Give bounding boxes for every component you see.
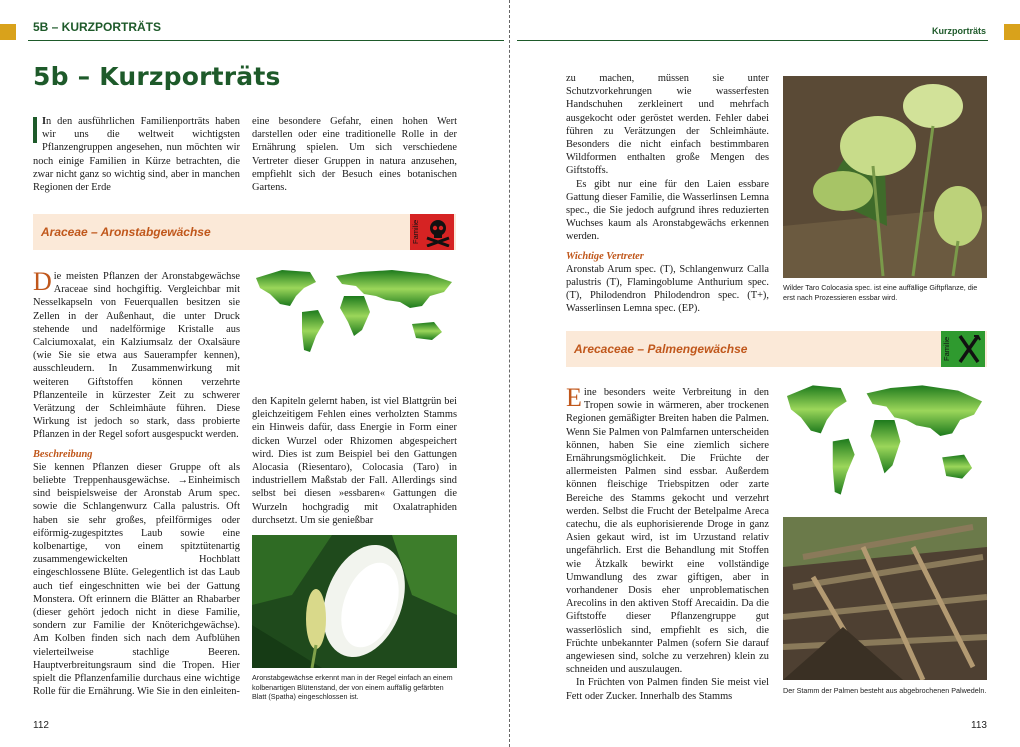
spine-divider bbox=[509, 0, 510, 747]
dropcap-bar bbox=[33, 117, 37, 143]
araceae-intro-text: ie meisten Pflanzen der Aronstabgewächse Araceae sind hochgiftig. Vergleichbar mit Nesselkapseln von Feuerquallen besitzen sie Zellen in der Außenhaut, die unter Druck stehende und nadelförmige Kristalle aus Calciumoxalat, ein Kalziumsalz der Oxalsäure (wie Sie sie etwa aus Sauerampfer kennen), ausschleudern. In Zusammenwirkung mit weiteren Giftstoffen können verzehrte Pflanzenteile in kürzester Zeit zu schwerer Verätzung der Schleimhäute führen. Diese Wirkung ist jedoch so stark, dass probierte Pflanzen in der Regel sofort ausgespuckt werden. bbox=[33, 271, 240, 441]
caption-colocasia: Wilder Taro Colocasia spec. ist eine auffällige Giftpflanze, die erst nach Prozessieren essbar wird. bbox=[783, 283, 978, 302]
fork-knife-icon bbox=[954, 334, 984, 364]
wasserlinsen-text: Es gibt nur eine für den Laien essbare Gattung dieser Familie, die Wasserlinsen Lemna spec., die Sie jedoch aufgrund ihres reduzierten Wuchses kaum als Aronstabgewächs erkennen werden. bbox=[566, 178, 769, 243]
caption-palm: Der Stamm der Palmen besteht aus abgebrochenen Palwedeln. bbox=[783, 686, 987, 695]
dropcap-d: D bbox=[33, 267, 52, 296]
section-heading-araceae: Araceae – Aronstabgewächse bbox=[41, 225, 211, 239]
subhead-vertreter: Wichtige Vertreter bbox=[566, 250, 644, 262]
badge-label: Familie bbox=[411, 219, 420, 245]
section-band-araceae bbox=[33, 214, 456, 250]
body-column-1 bbox=[33, 267, 240, 699]
page-number-right: 113 bbox=[971, 720, 987, 731]
photo-palm-trunk bbox=[783, 517, 987, 680]
family-badge-toxic bbox=[410, 214, 454, 250]
badge-label-edible: Familie bbox=[942, 336, 951, 362]
vertreter-text: Aronstab Arum spec. (T), Schlangenwurz Calla palustris (T), Flamingoblume Anthurium spec. (T), Philodendron Philodendron spec. (T+), Wasserlinsen Lemna spec. (EP). bbox=[566, 263, 769, 315]
arecaceae-column bbox=[566, 383, 769, 703]
palmen-text: ine besonders weite Verbreitung in den Tropen sowie in wärmeren, aber trockenen Regionen gemäßigter Breiten haben die Palmen. Wenn Sie Palmen von Palmfarnen unterscheiden können, haben Sie eine ziemlich sichere Ernährungsmöglichkeit. Die Früchte der allermeisten Palmen sind essbar. Außerdem können fleischige Triebspitzen oder zarte Bereiche des Stamms gekocht und verzehrt werden. Selbst die Frucht der Betelpalme Areca catechu, die als euphorisierende Droge in ganz Asien gekaut wird, ist im Urzustand relativ ungefährlich. Erst die Behandlung mit Stoffen wie Ätzkalk bewirkt eine vollständige Umwandlung des zwar giftigen, aber in vorhandener Dosis eher unproblematischen Arecolins in den aktiven Stoff Arecaidin. Da die Giftstoffe dieser Pflanzengruppe gut wasserlöslich sind, empfiehlt es sich, die Früchte unbekannter Palmen (sofern Sie darauf angewiesen sind, solche zu verzehren) klein zu schneiden und auszulaugen. bbox=[566, 387, 769, 676]
world-map-araceae bbox=[252, 266, 457, 356]
beschreibung-text: Sie kennen Pflanzen dieser Gruppe oft als beliebte Treppenhausgewächse. →Einheimisch sind beispielsweise der Aronstab Arum spec. sowie die Schlangenwurz Calla palustris. Oft haben sie sehr großes, pfeilförmiges oder eiförmig-zugespitztes Laub sowie eine kolbenartige, von einem spitztütenartig zusammengewickelten Hochblatt eingeschlossene Blüte. Gelegentlich ist das Laub auch tief eingeschnitten wie bei der Gattung Monstera. Oft erinnern die Blätter an Rhabarber (dieser gehört jedoch nicht in diese Familie, sondern zur Familie der Knöterichgewächse). Am Kolben finden sich nach dem Aufblühen vielerteilweise stachlige Beeren. Hauptverbreitungsraum sind die Tropen. Hier spielt die Pflanzenfamilie durchaus eine wichtige Rolle für die Ernährung. Wie Sie in den einleiten- bbox=[33, 461, 240, 698]
palm-photo bbox=[783, 517, 987, 680]
section-band-arecaceae bbox=[566, 331, 987, 367]
skull-icon bbox=[423, 217, 453, 247]
photo-araceae-flower bbox=[252, 535, 457, 668]
thumb-tab-right bbox=[1004, 24, 1020, 40]
intro-column-1 bbox=[33, 115, 240, 194]
thumb-tab-left bbox=[0, 24, 16, 40]
left-page bbox=[0, 0, 509, 747]
kapiteln-text: den Kapiteln gelernt haben, ist viel Blattgrün bei gleichzeitigem Fehlen eines verholzten Stamms ein Hinweis dafür, dass Energie in Form einer dicken Wurzel oder Rhizomen abgespeichert wird. Dies ist zum Beispiel bei den Gattungen Alocasia (Riesentaro), Colocasia (Taro) in industriellem Maßstab der Fall. Allerdings sind selbst bei diesen »essbaren« Gattungen die Wurzeln hochgradig mit Oxalatraphiden durchsetzt. Um sie genießbar bbox=[252, 396, 457, 526]
photo-colocasia bbox=[783, 76, 987, 278]
intro-text-1: n den ausführlichen Familienporträts haben wir uns die weltweit wichtigsten Pflanzengruppen angesehen, nun möchten wir noch einige Familien in Kürze betrachten, die zwar nicht ganz so wichtig sind, aber in manchen Regionen der Erde bbox=[33, 116, 240, 194]
head-rule-left bbox=[28, 40, 504, 41]
subhead-beschreibung: Beschreibung bbox=[33, 448, 93, 460]
intro-column-2 bbox=[252, 115, 457, 194]
right-column-1 bbox=[566, 72, 769, 316]
intro-dropcap: I bbox=[42, 116, 47, 127]
dropcap-e: E bbox=[566, 383, 582, 412]
intro-text-2: eine besondere Gefahr, einen hohen Wert darstellen oder eine traditionelle Rolle in der Ernährung spielen. Um sich verschiedene Vertreter dieser Gruppen in natura anzusehen, empfiehlt sich der Besuch eines botanischen Gartens. bbox=[252, 116, 457, 194]
taro-photo bbox=[783, 76, 987, 278]
page-number-left: 112 bbox=[33, 720, 49, 731]
body-column-2 bbox=[252, 395, 457, 527]
anthurium-photo bbox=[252, 535, 457, 668]
head-rule-right bbox=[517, 40, 988, 41]
page-title: 5b – Kurzporträts bbox=[33, 62, 281, 91]
caption-araceae: Aronstabgewächse erkennt man in der Regel einfach an einem kolbenartigen Blütenstand, der von einem auffällig gefärbten Blatt (Spatha) eingeschlossen ist. bbox=[252, 673, 453, 701]
section-heading-arecaceae: Arecaceae – Palmengewächse bbox=[574, 342, 748, 356]
world-map-arecaceae bbox=[783, 380, 987, 500]
zubereitung-text: zu machen, müssen sie unter Schutzvorkehrungen wie wasserfesten Handschuhen zerkleinert und mehrfach ausgekocht oder geröstet werden. Fehler dabei führen zu Verätzungen der Schleimhäute. Besonders die nicht einfach bestimmbaren Wildformen enthalten große Mengen des Giftstoffs. bbox=[566, 73, 769, 177]
running-head-right: Kurzporträts bbox=[931, 26, 986, 36]
family-badge-edible bbox=[941, 331, 985, 367]
running-head-left: 5B – KURZPORTRÄTS bbox=[33, 20, 162, 34]
right-page bbox=[511, 0, 1020, 747]
palmen-text-end: In Früchten von Palmen finden Sie meist viel Fett oder Zucker. Innerhalb des Stamms bbox=[566, 677, 769, 702]
